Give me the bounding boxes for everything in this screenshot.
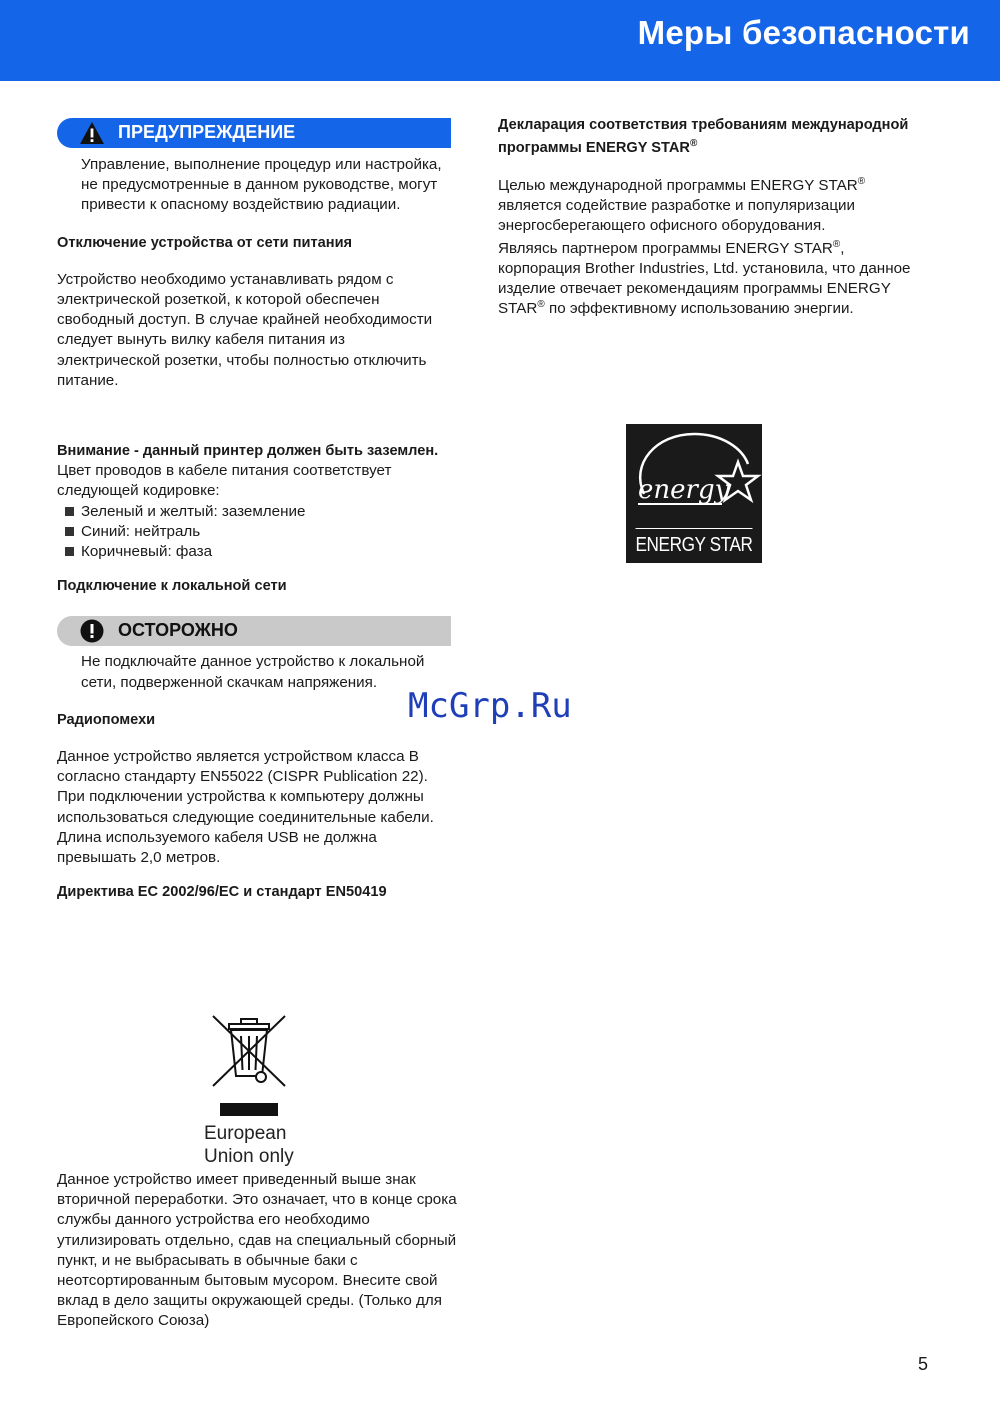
ground-intro: Цвет проводов в кабеле питания соответствует следующей кодировке: [57, 462, 392, 500]
caution-text: Не подключайте данное устройство к локальной сети, подверженной скачкам напряжения. [81, 653, 425, 691]
disconnect-heading: Отключение устройства от сети питания [57, 234, 353, 251]
right-column [498, 114, 918, 319]
crossed-bin-icon [205, 1012, 305, 1120]
weee-caption: European Union only [204, 1123, 294, 1167]
list-item: Зеленый и желтый: заземление [65, 502, 451, 522]
watermark: McGrp.Ru [408, 686, 572, 726]
left-column [57, 118, 451, 902]
weee-heading: Директива ЕС 2002/96/ЕС и стандарт EN50419 [57, 884, 387, 901]
lan-heading: Подключение к локальной сети [57, 578, 287, 595]
page-number: 5 [918, 1354, 929, 1374]
caution-banner [57, 616, 451, 646]
page-title: Меры безопасности [637, 14, 970, 51]
svg-text:energy: energy [638, 475, 730, 505]
warning-label: ПРЕДУПРЕЖДЕНИЕ [118, 122, 296, 142]
warning-banner [57, 118, 451, 148]
energy-star-logo [626, 424, 762, 563]
list-item: Коричневый: фаза [65, 542, 451, 562]
disconnect-text: Устройство необходимо устанавливать рядом с электрической розеткой, к которой обеспечен свободный доступ. В случае крайней необходимости следует вынуть вилку кабеля питания из электрической розетки, чтобы полностью отключить питание. [57, 270, 433, 389]
caution-label: ОСТОРОЖНО [118, 620, 238, 641]
energy-star-heading: Декларация соответствия требованиям международной программы ENERGY STAR® [498, 117, 909, 156]
energy-star-paragraph-2: Являясь партнером программы ENERGY STAR®, корпорация Brother Industries, Ltd. установила, что данное изделие отвечает рекомендациям программы ENERGY STAR® по эффективному использованию энергии. [498, 238, 911, 318]
energy-star-paragraph-1: Целью международной программы ENERGY STAR® является содействие разработке и популяризации энергосберегающего офисного оборудования. [498, 175, 866, 235]
exclamation-circle-icon [79, 619, 105, 643]
warning-triangle-icon [79, 121, 105, 145]
radio-text-1: Данное устройство является устройством класса В согласно стандарту EN55022 (CISPR Publication 22). При подключении устройства к компьютеру должны использоваться следующие соединительные кабели. [57, 748, 434, 826]
radio-heading: Радиопомехи [57, 711, 156, 728]
energy-star-label: ENERGY STAR [636, 528, 753, 561]
header-bar [0, 0, 1000, 81]
list-item: Синий: нейтраль [65, 522, 451, 542]
wire-color-list [57, 502, 451, 563]
warning-text: Управление, выполнение процедур или настройка, не предусмотренные в данном руководстве, могут привести к опасному воздействию радиации. [81, 156, 442, 214]
energy-star-emblem-icon [626, 424, 762, 528]
ground-heading: Внимание - данный принтер должен быть заземлен. [57, 443, 439, 460]
radio-text-2: Длина используемого кабеля USB не должна превышать 2,0 метров. [57, 828, 377, 867]
weee-text: Данное устройство имеет приведенный выше знак вторичной переработки. Это означает, что в конце срока службы данного устройства его необходимо утилизировать отдельно, сдав на специальный сборный пункт, и не выбрасывать в обычные баки с неотсортированным бытовым мусором. Внесите свой вклад в дело защиты окружающей среды. (Только для Европейского Союза) [57, 1171, 457, 1330]
